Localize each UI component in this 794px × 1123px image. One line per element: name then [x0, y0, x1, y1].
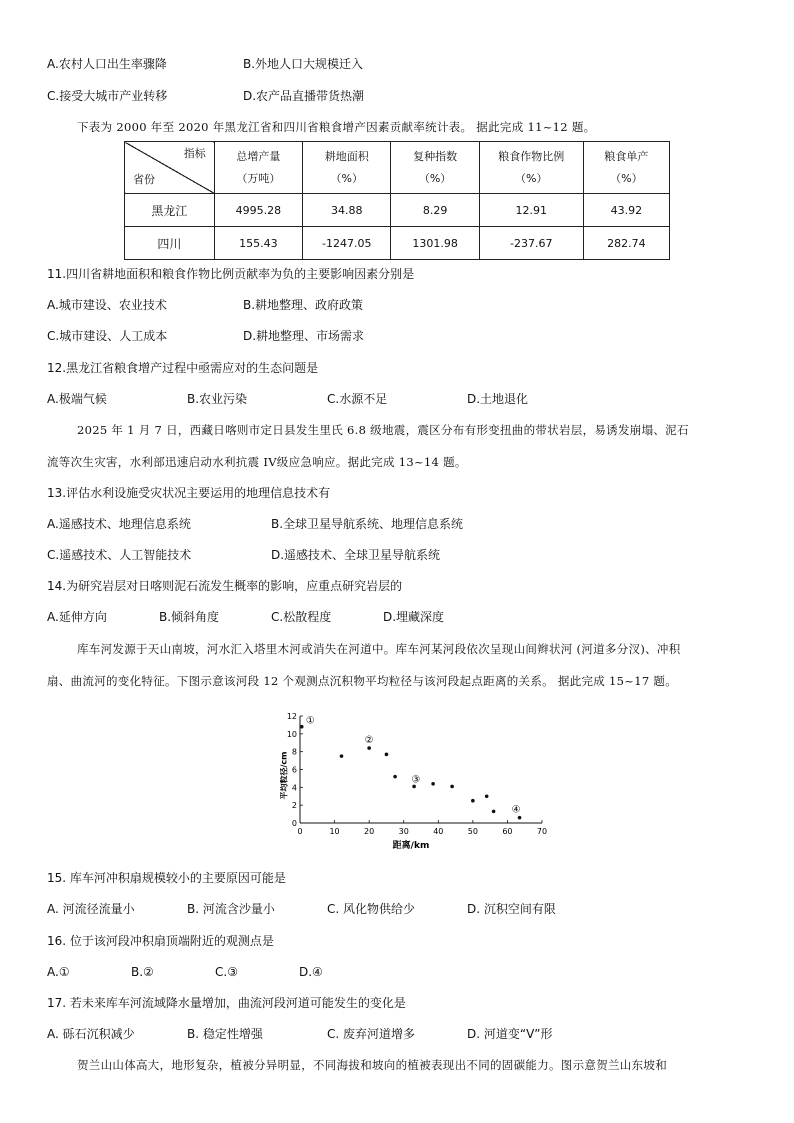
- x-tick-label: 20: [364, 827, 375, 836]
- y-tick-label: 8: [291, 747, 297, 757]
- data-point: [485, 794, 489, 798]
- y-tick-label: 4: [291, 783, 297, 793]
- passage-earthquake-line-2: 流等次生灾害，水利部迅速启动水利抗震 IV级应急响应。据此完成 13~14 题。: [47, 455, 467, 469]
- y-tick-label: 2: [291, 801, 297, 811]
- table-cell: 1301.98: [391, 227, 479, 260]
- x-tick-label: 70: [536, 827, 548, 836]
- grain-contribution-table: [124, 141, 670, 260]
- point-label: ④: [511, 804, 521, 816]
- option-a: A. 河流径流量小: [47, 902, 135, 916]
- question-13-stem: 13.评估水利设施受灾状况主要运用的地理信息技术有: [47, 486, 331, 500]
- chart-points: [300, 725, 521, 820]
- option-d: D.耕地整理、市场需求: [243, 329, 365, 343]
- x-axis-label: 距离/km: [392, 841, 430, 851]
- y-axis-label: 平均粒径/cm: [280, 751, 289, 800]
- data-point: [450, 785, 454, 789]
- question-14-stem: 14.为研究岩层对日喀则泥石流发生概率的影响，应重点研究岩层的: [47, 579, 403, 593]
- x-tick-label: 50: [467, 827, 478, 836]
- data-point: [385, 753, 389, 757]
- passage-helan-mountain-line-1: 贺兰山山体高大，地形复杂，植被分异明显，不同海拔和坡向的植被表现出不同的固碳能力。图示意贺兰山东坡和: [77, 1058, 667, 1072]
- option-b: B.全球卫星导航系统、地理信息系统: [271, 517, 464, 531]
- option-d: D.埋藏深度: [383, 610, 445, 624]
- option-c: C.接受大城市产业转移: [47, 89, 168, 103]
- option-a: A.城市建设、农业技术: [47, 298, 167, 312]
- option-a: A.延伸方向: [47, 610, 107, 624]
- grain-size-distance-scatter-chart: [280, 708, 550, 853]
- table-cell: 34.88: [303, 194, 391, 227]
- table-cell: 12.91: [479, 194, 583, 227]
- question-16-stem: 16. 位于该河段冲积扇顶端附近的观测点是: [47, 934, 274, 948]
- chart-axes: [300, 716, 542, 823]
- option-a: A. 砾石沉积减少: [47, 1027, 135, 1041]
- chart-labels: [306, 715, 521, 815]
- data-point: [471, 799, 475, 803]
- option-a: A.农村人口出生率骤降: [47, 57, 167, 71]
- data-point: [340, 754, 344, 758]
- option-b: B. 稳定性增强: [187, 1027, 263, 1041]
- y-tick-label: 12: [286, 712, 297, 721]
- passage-earthquake-line-1: 2025 年 1 月 7 日，西藏日喀则市定日县发生里氏 6.8 级地震，震区分布有形变扭曲的带状岩层，易诱发崩塌、泥石: [77, 423, 689, 437]
- option-d: D.遥感技术、全球卫星导航系统: [271, 548, 441, 562]
- table-intro: 下表为 2000 年至 2020 年黑龙江省和四川省粮食增产因素贡献率统计表。 据此完成 11~12 题。: [77, 120, 596, 134]
- option-c: C.水源不足: [327, 392, 388, 406]
- passage-kuche-river-line-2: 扇、曲流河的变化特征。下图示意该河段 12 个观测点沉积物平均粒径与该河段起点距离的关系。 据此完成 15~17 题。: [47, 674, 678, 688]
- option-b: B. 河流含沙量小: [187, 902, 275, 916]
- table-cell: 155.43: [214, 227, 302, 260]
- data-point: [492, 810, 496, 814]
- point-label: ②: [364, 735, 374, 747]
- option-d: D. 河道变“V”形: [467, 1027, 553, 1041]
- table-row: [125, 227, 670, 260]
- table-cell: 8.29: [391, 194, 479, 227]
- option-c: C. 风化物供给少: [327, 902, 416, 916]
- option-a: A.极端气候: [47, 392, 107, 406]
- data-point: [393, 775, 397, 779]
- option-b: B.倾斜角度: [159, 610, 220, 624]
- y-tick-label: 6: [291, 765, 297, 775]
- option-d: D.农产品直播带货热潮: [243, 89, 365, 103]
- table-header: 耕地面积 （%）: [303, 142, 391, 194]
- data-point: [367, 746, 371, 750]
- option-b: B.农业污染: [187, 392, 248, 406]
- table-corner-cell: [125, 142, 215, 194]
- point-label: ①: [305, 715, 315, 727]
- corner-label-bottom: 省份: [133, 173, 155, 186]
- x-tick-label: 40: [433, 827, 444, 836]
- y-tick-label: 0: [291, 819, 297, 828]
- table-cell: -237.67: [479, 227, 583, 260]
- table-header: 粮食作物比例 （%）: [479, 142, 583, 194]
- point-label: ③: [411, 774, 421, 786]
- option-c: C. 废弃河道增多: [327, 1027, 416, 1041]
- table-cell-province: 黑龙江: [125, 194, 215, 227]
- y-tick-label: 10: [286, 729, 297, 739]
- option-c: C.城市建设、人工成本: [47, 329, 168, 343]
- table-header: 总增产量 （万吨）: [214, 142, 302, 194]
- question-17-stem: 17. 若未来库车河流域降水量增加，曲流河段河道可能发生的变化是: [47, 996, 406, 1010]
- data-point: [300, 725, 304, 729]
- option-c: C.遥感技术、人工智能技术: [47, 548, 192, 562]
- passage-kuche-river-line-1: 库车河发源于天山南坡，河水汇入塔里木河或消失在河道中。库车河某河段依次呈现山间辫状河 (河道多分汊)、冲积: [77, 642, 681, 656]
- x-tick-label: 10: [329, 827, 340, 836]
- table-cell: 4995.28: [214, 194, 302, 227]
- option-d: D. 沉积空间有限: [467, 902, 556, 916]
- option-a: A.①: [47, 965, 70, 979]
- x-tick-label: 0: [297, 827, 303, 836]
- data-point: [431, 782, 435, 786]
- table-cell: 43.92: [583, 194, 669, 227]
- question-12-stem: 12.黑龙江省粮食增产过程中亟需应对的生态问题是: [47, 361, 319, 375]
- option-b: B.耕地整理、政府政策: [243, 298, 364, 312]
- table-cell: 282.74: [583, 227, 669, 260]
- data-point: [518, 816, 522, 820]
- table-cell: -1247.05: [303, 227, 391, 260]
- option-c: C.松散程度: [271, 610, 332, 624]
- option-b: B.外地人口大规模迁入: [243, 57, 364, 71]
- table-header: 粮食单产 （%）: [583, 142, 669, 194]
- option-a: A.遥感技术、地理信息系统: [47, 517, 191, 531]
- corner-label-top: 指标: [183, 147, 206, 160]
- option-c: C.③: [215, 965, 238, 979]
- x-tick-label: 30: [398, 827, 409, 836]
- x-tick-label: 60: [502, 827, 513, 836]
- option-b: B.②: [131, 965, 154, 979]
- option-d: D.土地退化: [467, 392, 529, 406]
- table-row: [125, 194, 670, 227]
- question-11-stem: 11.四川省耕地面积和粮食作物比例贡献率为负的主要影响因素分别是: [47, 267, 415, 281]
- question-15-stem: 15. 库车河冲积扇规模较小的主要原因可能是: [47, 871, 286, 885]
- table-header: 复种指数 （%）: [391, 142, 479, 194]
- table-cell-province: 四川: [125, 227, 215, 260]
- option-d: D.④: [299, 965, 323, 979]
